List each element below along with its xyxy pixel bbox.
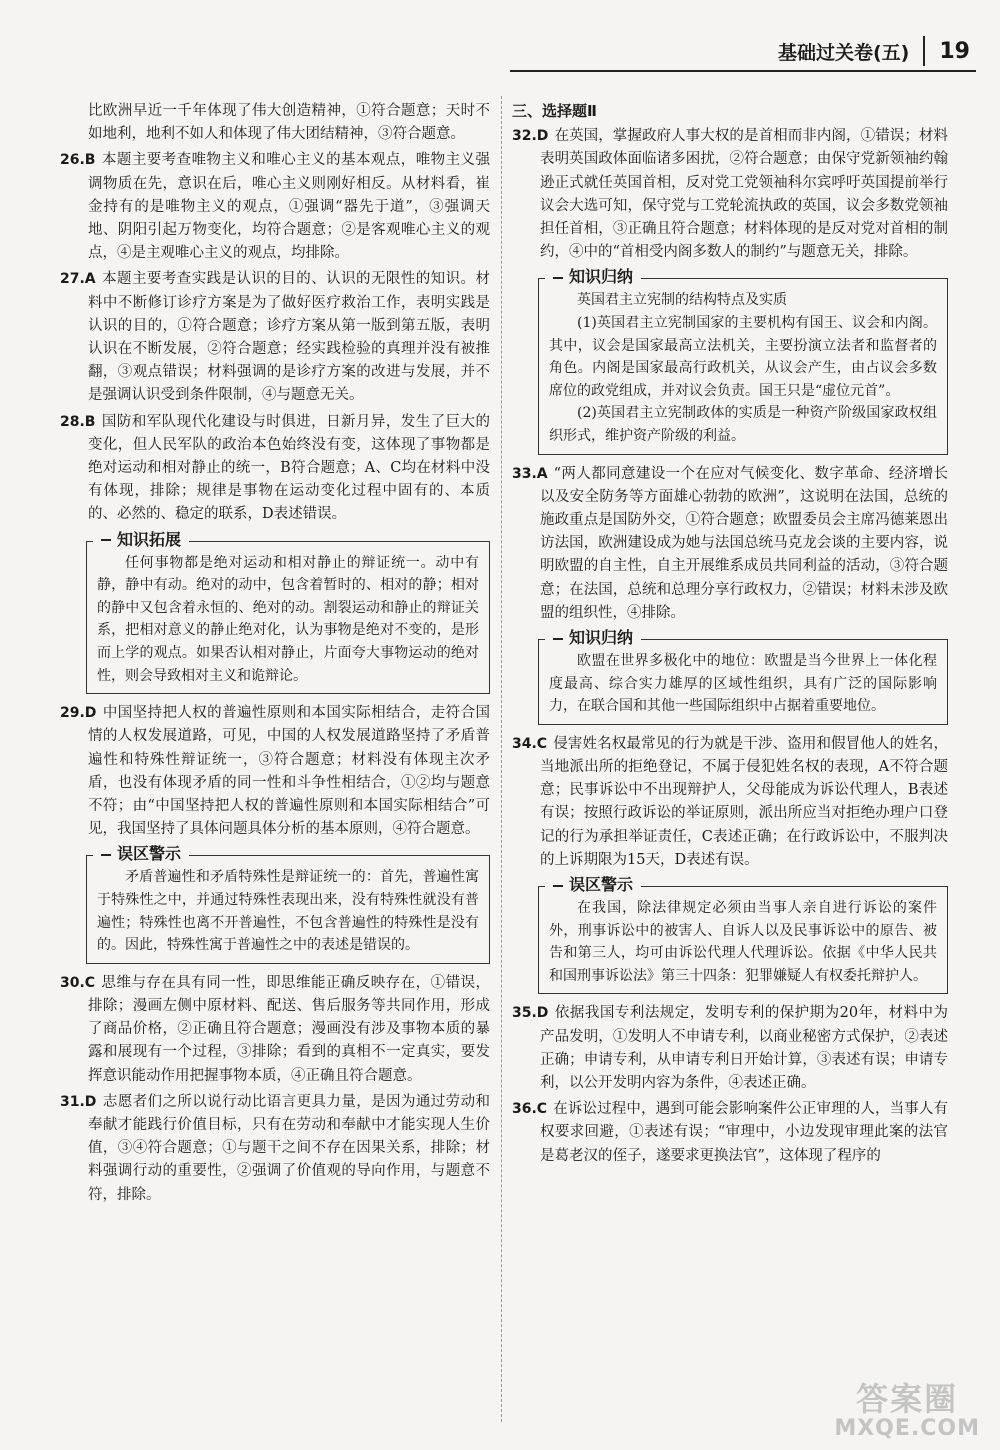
answer-26 [60,149,490,265]
answer-29 [60,702,490,841]
watermark-url: MXQE.COM [834,1416,980,1441]
answer-32 [512,125,948,264]
answer-text: 在英国，掌握政府人事大权的是首相而非内阁，①错误；材料表明英国政体面临诸多困扰，②符合题意；由保守党新领袖约翰逊正式就任英国首相，反对党工党领袖科尔宾呼吁英国提前举行议会大选可知，保守党与工党轮流执政的英国，议会多数党领袖担任首相，③正确且符合题意；材料体现的是反对党对首相的制约，④中的“首相受内阁多数人的制约”与题意无关，排除。 [540,128,948,261]
knowledge-extension-box [86,529,490,695]
site-watermark [834,1380,980,1444]
answer-number: 30.C [60,974,96,991]
answer-number: 26.B [60,152,96,169]
header-rule [510,70,976,72]
watermark-logo-text: 答案圈 [856,1380,959,1418]
answer-28 [60,411,490,527]
answer-number: 33.A [512,465,548,482]
box-text: 任何事物都是绝对运动和相对静止的辩证统一。动中有静，静中有动。绝对的动中，包含着暂时的、相对的静；相对的静中又包含着永恒的、绝对的动。割裂运动和静止的辩证关系，把相对意义的静止绝对化，认为事物是绝对不变的，是形而上学的观点。如果否认相对静止，片面夸大事物运动的绝对性，则会导致相对主义和诡辩论。 [97,554,479,684]
box-paragraph-1: (1)英国君主立宪制国家的主要机构有国王、议会和内阁。其中，议会是国家最高立法机关，主要扮演立法者和监督者的角色。内阁是国家最高行政机关，从议会产生，由占议会多数席位的政党组成，并对议会负责。国王只是“虚位元首”。 [549,315,937,399]
answer-number: 31.D [60,1093,97,1110]
answer-text: 侵害姓名权最常见的行为就是干涉、盗用和假冒他人的姓名，当地派出所的拒绝登记，不属于侵犯姓名权的表现，A不符合题意；民事诉讼中不出现辩护人，父母能成为诉讼代理人，B表述有误；按照行政诉讼的举证原则，派出所应当对拒绝办理户口登记的行为承担举证责任，C表述正确；在行政诉讼中，不服判决的上诉期限为15天，D表述有误。 [540,735,948,868]
answer-text: 本题主要考查唯物主义和唯心主义的基本观点，唯物主义强调物质在先，意识在后，唯心主义则刚好相反。从材料看，崔金持有的是唯物主义的观点，①强调“器先于道”，③强调天地、阴阳引起万物变化，均符合题意；②是客观唯心主义的观点，④是主观唯心主义的观点，均排除。 [88,152,490,262]
answer-text: 思维与存在具有同一性，即思维能正确反映存在，①错误，排除；漫画左侧中原材料、配送、售后服务等共同作用，形成了商品价格，②正确且符合题意；漫画没有涉及事物本质的暴露和展现有一个过程，③排除；看到的真相不一定真实，要发挥意识能动作用把握事物本质，④正确且符合题意。 [88,974,490,1084]
answer-text: 依据我国专利法规定，发明专利的保护期为20年，材料中为产品发明，①发明人不申请专利，以商业秘密方式保护，②表述正确；申请专利，从申请专利日开始计算，③表述有误；申请专利，以公开发明内容为条件，④表述正确。 [540,1005,948,1091]
box-tag: 误区警示 [545,874,641,897]
answer-27 [60,268,490,407]
answer-33 [512,463,948,625]
answer-number: 35.D [512,1005,549,1022]
answer-31 [60,1091,490,1207]
misconception-box [86,844,490,963]
answer-25-continued: 比欧洲早近一千年体现了伟大创造精神，①符合题意；天时不如地利，地利不如人和体现了伟大团结精神，③符合题意。 [88,103,490,143]
answer-text: 中国坚持把人权的普遍性原则和本国实际相结合，走符合国情的人权发展道路，可见，中国的人权发展道路坚持了矛盾普遍性和特殊性辩证统一，③符合题意；材料没有体现主次矛盾，也没有体现矛盾的同一性和斗争性相结合，①②均与题意不符；由“中国坚持把人权的普遍性原则和本国实际相结合”可见，我国坚持了具体问题具体分析的基本原则，④符合题意。 [88,705,490,838]
answer-text: “两人都同意建设一个在应对气候变化、数字革命、经济增长以及安全防务等方面雄心勃勃的欧洲”，这说明在法国，总统的施政重点是国防外交，①符合题意；欧盟委员会主席冯德莱恩出访法国，欧洲建设成为她与法国总统马克龙会谈的主要内容，说明欧盟的自主性，自主开展维系成员共同利益的活动，③符合题意；在法国，总统和总理分享行政权力，②错误；材料未涉及欧盟的组织性，④排除。 [540,465,948,621]
misconception-box-2 [538,875,948,994]
answer-text: 国防和军队现代化建设与时俱进，日新月异，发生了巨大的变化，但人民军队的政治本色始终没有变，这体现了事物都是绝对运动和相对静止的统一，B符合题意；A、C均在材料中没有体现，排除；规律是事物在运动变化过程中固有的、本质的、必然的、稳定的联系，D表述错误。 [88,413,490,523]
box-tag: 知识归纳 [545,627,641,650]
box-paragraph-2: (2)英国君主立宪制政体的实质是一种资产阶级国家政权组织形式，维护资产阶级的利益。 [549,405,937,444]
page-header [778,36,970,66]
answer-number: 29.D [60,705,97,722]
answer-text: 志愿者们之所以说行动比语言更具力量，是因为通过劳动和奉献才能践行价值目标，只有在劳动和奉献中才能实现人生价值，③④符合题意；①与题干之间不存在因果关系，排除；材料强调行动的重要性，②强调了价值观的导向作用，与题意不符，排除。 [88,1093,490,1203]
answer-number: 27.A [60,271,96,288]
box-text: 矛盾普遍性和矛盾特殊性是辩证统一的：首先，普遍性寓于特殊性之中，并通过特殊性表现出来，没有特殊性就没有普遍性；特殊性也离不开普遍性，不包含普遍性的特殊性是没有的。因此，特殊性寓于普遍性之中的表述是错误的。 [97,869,479,954]
answer-30 [60,972,490,1088]
answer-34 [512,733,948,872]
answer-text: 本题主要考查实践是认识的目的、认识的无限性的知识。材料中不断修订诊疗方案是为了做好医疗救治工作，表明实践是认识的目的，①符合题意；诊疗方案从第一版到第五版，表明认识在不断发展，②符合题意；经实践检验的真理并没有被推翻，③观点错误；材料强调的是诊疗方案的改进与发展，并不是强调认识受到条件限制，④与题意无关。 [88,271,490,404]
answer-number: 28.B [60,413,96,430]
page-number: 19 [939,38,970,64]
answer-35 [512,1002,948,1095]
box-title: 英国君主立宪制的结构特点及实质 [577,292,787,309]
header-title: 基础过关卷(五) [778,41,910,64]
left-column [60,100,490,1210]
knowledge-summary-box-2 [538,628,948,725]
box-tag: 知识归纳 [545,266,641,289]
column-divider [501,96,502,1422]
box-tag: 知识拓展 [93,529,189,552]
box-text: 欧盟在世界多极化中的地位：欧盟是当今世界上一体化程度最高、综合实力雄厚的区域性组织，具有广泛的国际影响力，在联合国和其他一些国际组织中占据着重要地位。 [549,653,937,715]
box-text: 在我国，除法律规定必须由当事人亲自进行诉讼的案件外，刑事诉讼中的被害人、自诉人以及民事诉讼中的原告、被告和第三人，均可由诉讼代理人代理诉讼。依据《中华人民共和国刑事诉讼法》第三十四条：犯罪嫌疑人有权委托辩护人。 [549,900,937,984]
answer-36 [512,1098,948,1168]
box-tag: 误区警示 [93,843,189,866]
right-column [512,100,948,1171]
answer-number: 36.C [512,1101,548,1118]
section-title: 三、选择题Ⅱ [512,102,597,120]
answer-text: 在诉讼过程中，遇到可能会影响案件公正审理的人，当事人有权要求回避，①表述有误；“审理中，小边发现审理此案的法官是葛老汉的侄子，遂要求更换法官”，这体现了程序的 [540,1101,948,1164]
answer-number: 32.D [512,128,549,145]
knowledge-summary-box [538,267,948,454]
answer-number: 34.C [512,735,548,752]
